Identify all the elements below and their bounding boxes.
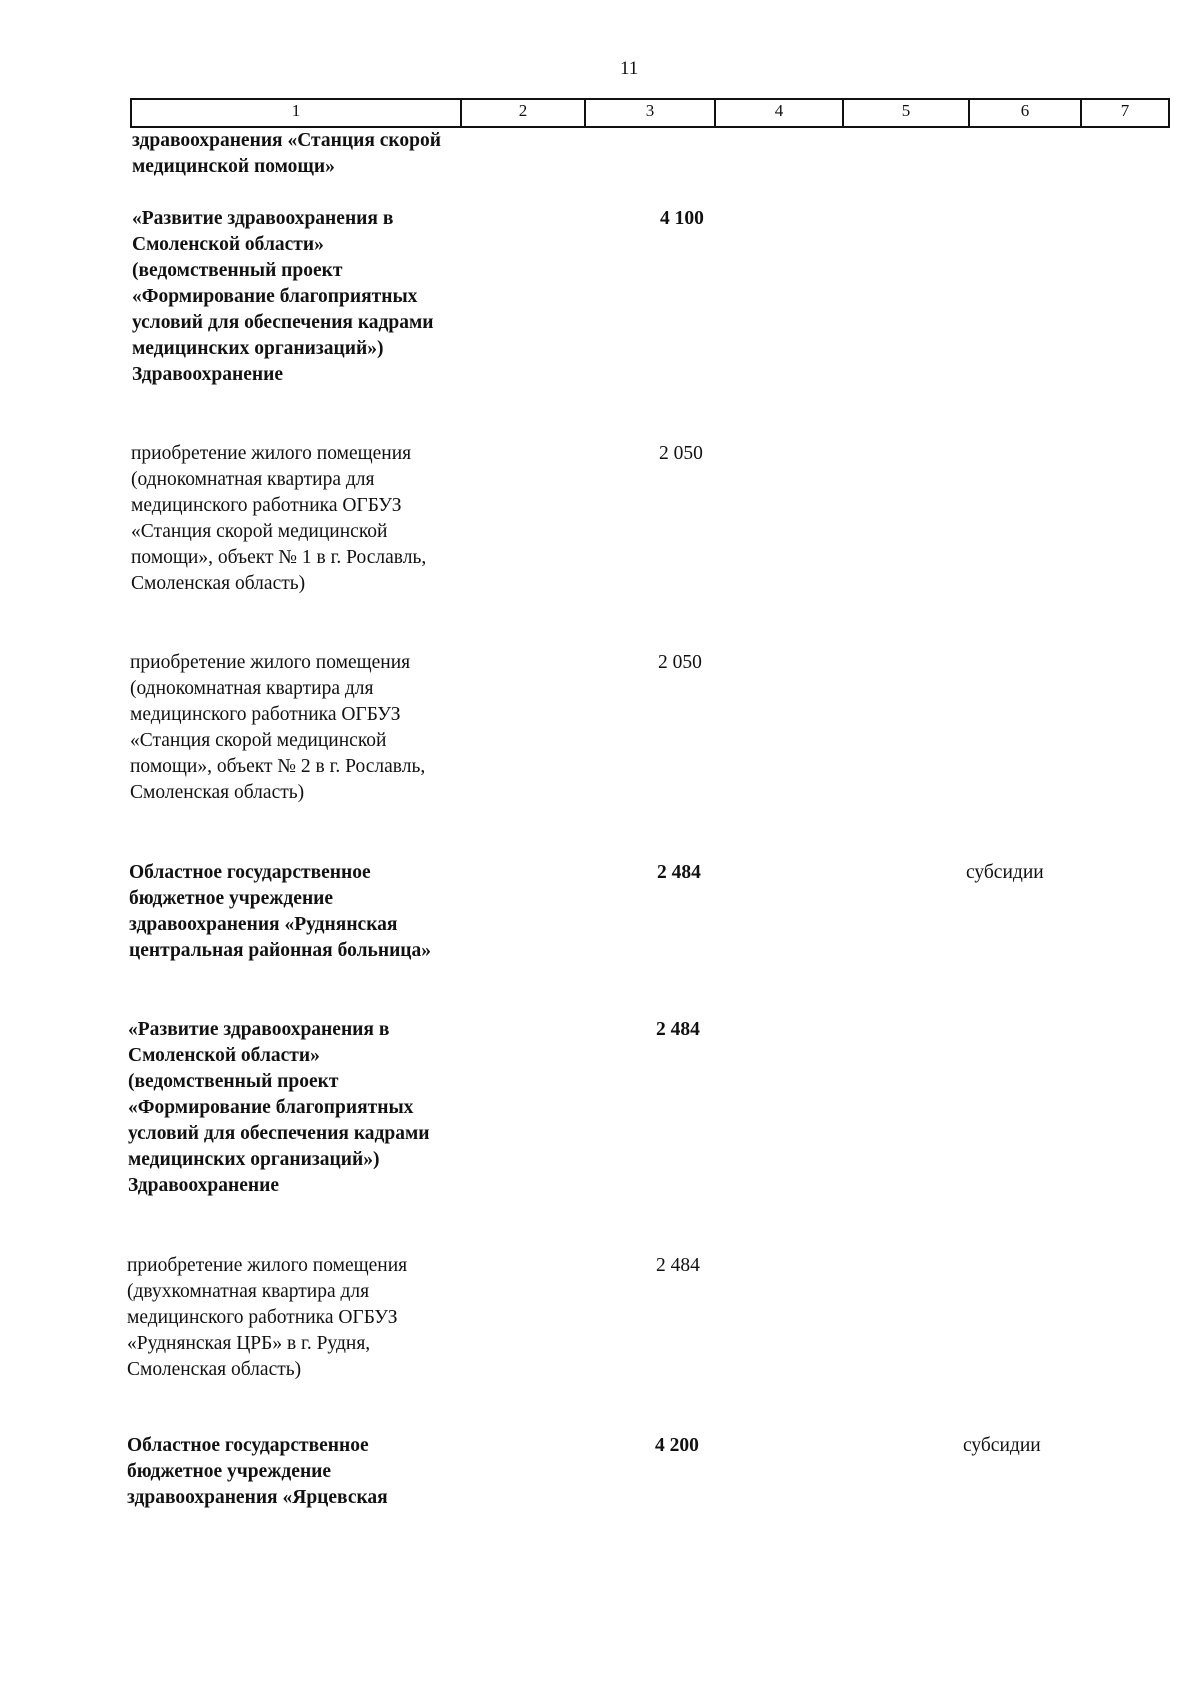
column-header-1: 1	[132, 100, 462, 126]
column-header-5: 5	[844, 100, 970, 126]
row-amount: 4 200	[655, 1435, 699, 1456]
row-description: Областное государственное бюджетное учреждение здравоохранения «Ярцевская	[127, 1435, 388, 1508]
row-amount: 2 484	[656, 1019, 700, 1040]
column-header-6: 6	[970, 100, 1082, 126]
row-funding-type: субсидии	[966, 862, 1044, 883]
column-header-7: 7	[1120, 101, 1130, 120]
row-amount: 2 050	[658, 652, 702, 673]
row-description: Областное государственное бюджетное учреждение здравоохранения «Руднянская центральная районная больница»	[129, 862, 432, 961]
column-header-2: 2	[462, 100, 586, 126]
row-description: здравоохранения «Станция скорой медицинской помощи»	[132, 130, 441, 177]
row-description: «Развитие здравоохранения в Смоленской области» (ведомственный проект «Формирование благоприятных условий для обеспечения кадрами медицинских организаций») Здравоохранение	[128, 1019, 430, 1196]
row-amount: 2 484	[657, 862, 701, 883]
row-description: «Развитие здравоохранения в Смоленской области» (ведомственный проект «Формирование благоприятных условий для обеспечения кадрами медицинских организаций») Здравоохранение	[132, 208, 434, 385]
row-amount: 4 100	[660, 208, 704, 229]
row-description: приобретение жилого помещения (однокомнатная квартира для медицинского работника ОГБУЗ «Станция скорой медицинской помощи», объект № 2 в г. Рославль, Смоленская область)	[130, 652, 426, 803]
column-header-row	[130, 98, 1170, 128]
row-funding-type: субсидии	[963, 1435, 1041, 1456]
row-description: приобретение жилого помещения (однокомнатная квартира для медицинского работника ОГБУЗ «Станция скорой медицинской помощи», объект № 1 в г. Рославль, Смоленская область)	[131, 443, 427, 594]
page-number: 11	[620, 58, 639, 79]
column-header-4: 4	[716, 100, 844, 126]
row-amount: 2 050	[659, 443, 703, 464]
row-amount: 2 484	[656, 1255, 700, 1276]
column-header-3: 3	[586, 100, 716, 126]
row-description: приобретение жилого помещения (двухкомнатная квартира для медицинского работника ОГБУЗ «Руднянская ЦРБ» в г. Рудня, Смоленская область)	[127, 1255, 408, 1380]
